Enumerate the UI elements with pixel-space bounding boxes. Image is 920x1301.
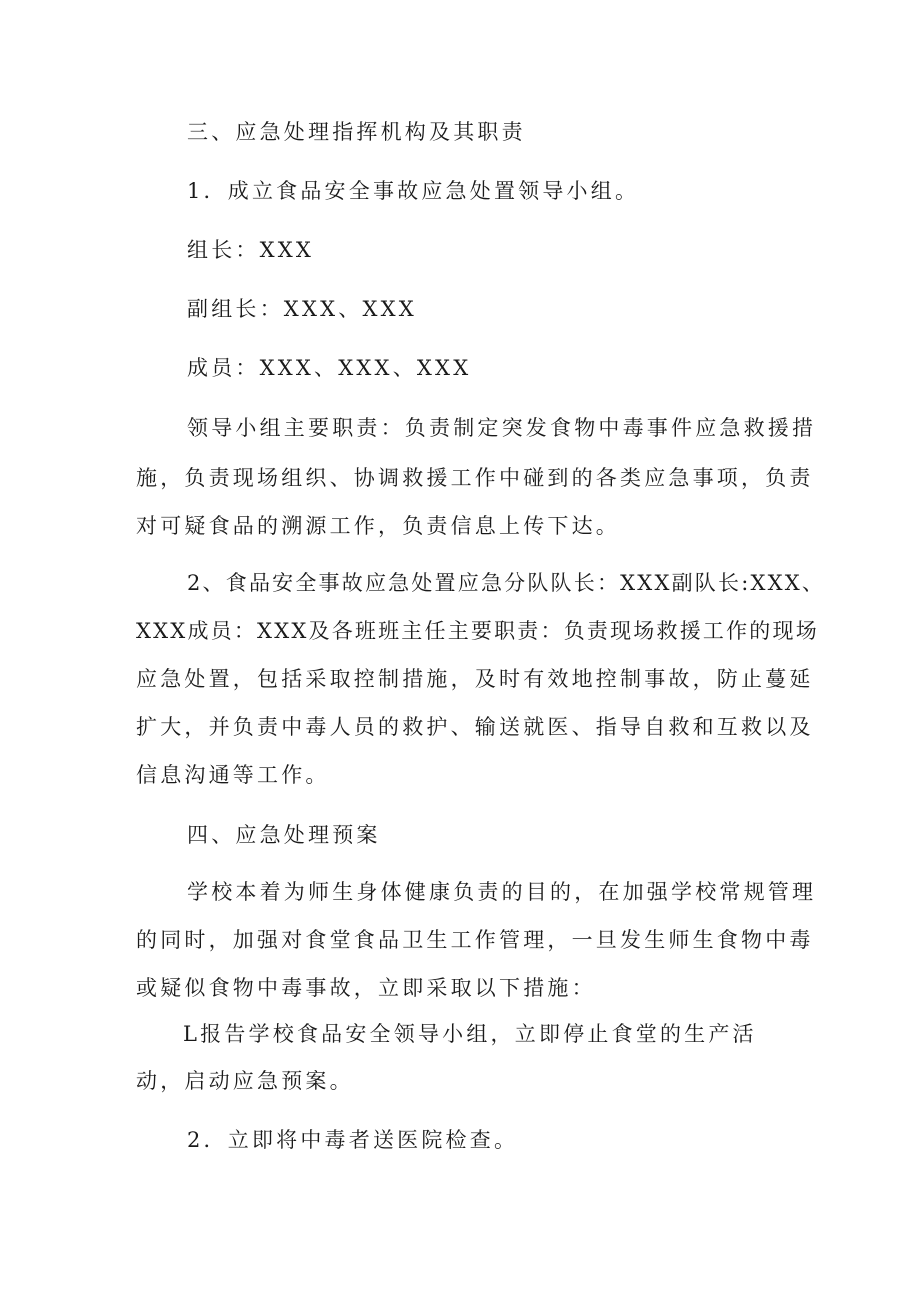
section-heading-3: 三、应急处理指挥机构及其职责 [187, 120, 526, 144]
item-2-line-1: 2、食品安全事故应急处置应急分队队长：XXX副队长:XXX、 [187, 571, 826, 595]
leader-duties-line-3: 对可疑食品的溯源工作，负责信息上传下达。 [136, 514, 620, 538]
intro-line-3: 或疑似食物中毒事故，立即采取以下措施： [136, 976, 596, 1000]
item-2-line-5: 信息沟通等工作。 [136, 763, 330, 787]
measure-1-line-1: L报告学校食品安全领导小组，立即停止食堂的生产活 [183, 1022, 757, 1046]
deputy-leader: 副组长：XXX、XXX [187, 297, 417, 321]
members: 成员：XXX、XXX、XXX [187, 356, 472, 380]
item-2-line-3: 应急处置，包括采取控制措施，及时有效地控制事故，防止蔓延 [136, 667, 814, 691]
measure-2: 2．立即将中毒者送医院检查。 [187, 1128, 519, 1152]
item-2-line-2: XXX成员：XXX及各班班主任主要职责：负责现场救援工作的现场 [136, 619, 819, 643]
intro-line-2: 的同时，加强对食堂食品卫生工作管理，一旦发生师生食物中毒 [136, 928, 814, 952]
measure-1-line-2: 动，启动应急预案。 [136, 1069, 354, 1093]
section-heading-4: 四、应急处理预案 [187, 823, 381, 847]
intro-line-1: 学校本着为师生身体健康负责的目的，在加强学校常规管理 [187, 880, 817, 904]
group-leader: 组长：XXX [187, 238, 315, 262]
leader-duties-line-1: 领导小组主要职责：负责制定突发食物中毒事件应急救援措 [187, 416, 817, 440]
leader-duties-line-2: 施，负责现场组织、协调救援工作中碰到的各类应急事项，负责 [136, 466, 814, 490]
item-2-line-4: 扩大，并负责中毒人员的救护、输送就医、指导自救和互救以及 [136, 715, 814, 739]
item-1: 1．成立食品安全事故应急处置领导小组。 [187, 179, 640, 203]
